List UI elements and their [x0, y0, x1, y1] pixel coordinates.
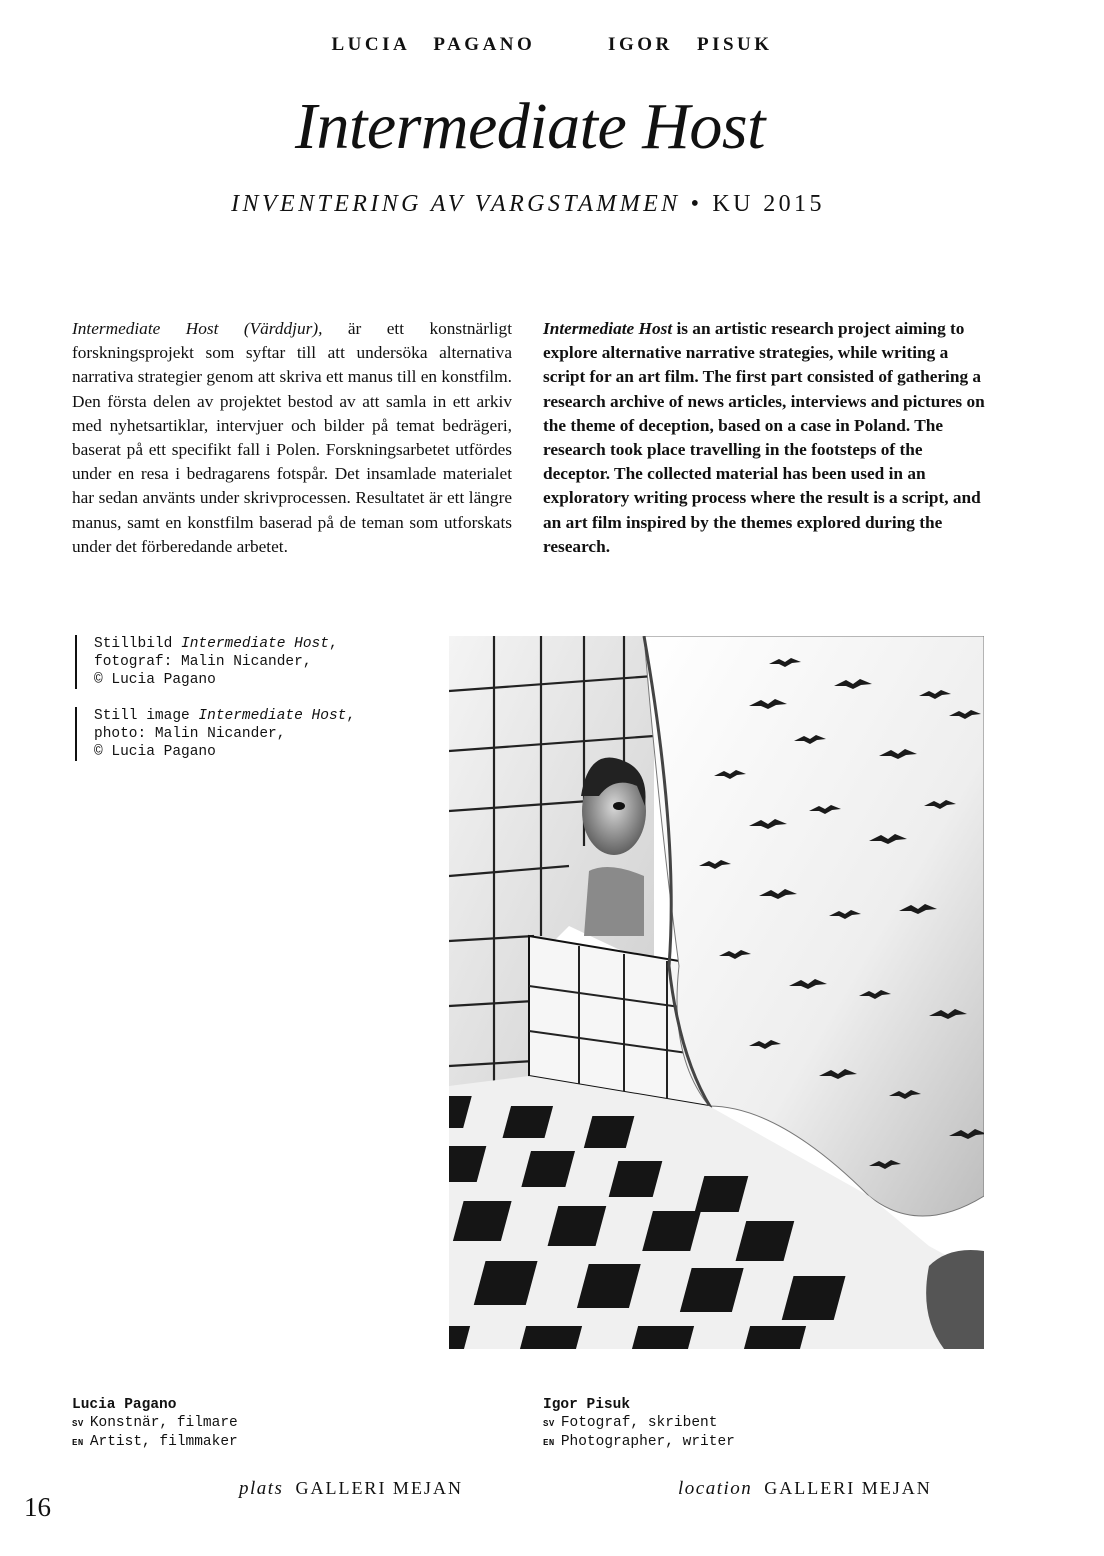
subtitle-course: INVENTERING AV VARGSTAMMEN — [231, 191, 681, 217]
page-title: Intermediate Host — [295, 90, 765, 163]
swedish-lead: Intermediate Host (Värddjur), — [72, 319, 323, 338]
caption-swedish — [75, 635, 434, 689]
swedish-text: är ett konstnärligt forskningsprojekt som syftar till att undersöka alternativa narrativa strategier genom att skriva ett manus till en konstfilm. Den första delen av projektet bestod av att samla in ett arkiv med nyhetsartiklar, intervjuer och bilder på temat bedrägeri, baserat på ett specifikt fall i Polen. Forskningsarbetet utfördes under en resa i bedragarens fotspår. Det insamlade materialet har sedan använts under skrivprocessen. Resultatet är ett längre manus, samt en konstfilm baserad på de teman som utforskats under det förberedande arbetet. — [72, 319, 512, 556]
still-image-photo — [449, 636, 984, 1349]
credit-role-sv: SV Konstnär, filmare — [72, 1415, 238, 1431]
subtitle-year: KU 2015 — [712, 191, 825, 217]
credit-role-en: EN Artist, filmmaker — [72, 1434, 238, 1450]
caption-english — [75, 707, 434, 761]
credit-igor-pisuk — [543, 1396, 735, 1452]
venue-english — [678, 1478, 932, 1500]
credit-name: Igor Pisuk — [543, 1397, 631, 1413]
authors-line: LUCIA PAGANO IGOR PISUK — [331, 34, 773, 55]
page-number: 16 — [24, 1492, 51, 1522]
venue-label: location — [678, 1478, 753, 1499]
caption-line: photo: Malin Nicander, — [94, 726, 286, 742]
venue-label: plats — [239, 1478, 284, 1499]
caption-line: fotograf: Malin Nicander, — [94, 654, 312, 670]
swedish-description — [72, 317, 512, 559]
caption-line: Stillbild Intermediate Host, — [94, 636, 338, 652]
english-description — [543, 317, 987, 559]
venue-swedish — [239, 1478, 463, 1500]
caption-line: © Lucia Pagano — [94, 744, 216, 760]
credit-role-en: EN Photographer, writer — [543, 1434, 735, 1450]
english-text: is an artistic research project aiming to explore alternative narrative strategies, while writing a script for an art film. The first part consisted of gathering a research archive of news articles, interviews and pictures on the theme of deception, based on a case in Poland. The research took place travelling in the footsteps of the deceptor. The collected material has been used in an exploratory writing process where the result is a script, and an art film inspired by the themes explored during the research. — [543, 319, 985, 556]
credit-role-sv: SV Fotograf, skribent — [543, 1415, 718, 1431]
venue-name: GALLERI MEJAN — [295, 1478, 463, 1498]
subtitle — [0, 192, 1056, 216]
credit-name: Lucia Pagano — [72, 1397, 177, 1413]
caption-line: Still image Intermediate Host, — [94, 708, 356, 724]
credit-lucia-pagano — [72, 1396, 238, 1452]
venue-name: GALLERI MEJAN — [764, 1478, 932, 1498]
subtitle-separator: • — [690, 191, 703, 217]
english-lead: Intermediate Host — [543, 319, 673, 338]
caption-line: © Lucia Pagano — [94, 672, 216, 688]
